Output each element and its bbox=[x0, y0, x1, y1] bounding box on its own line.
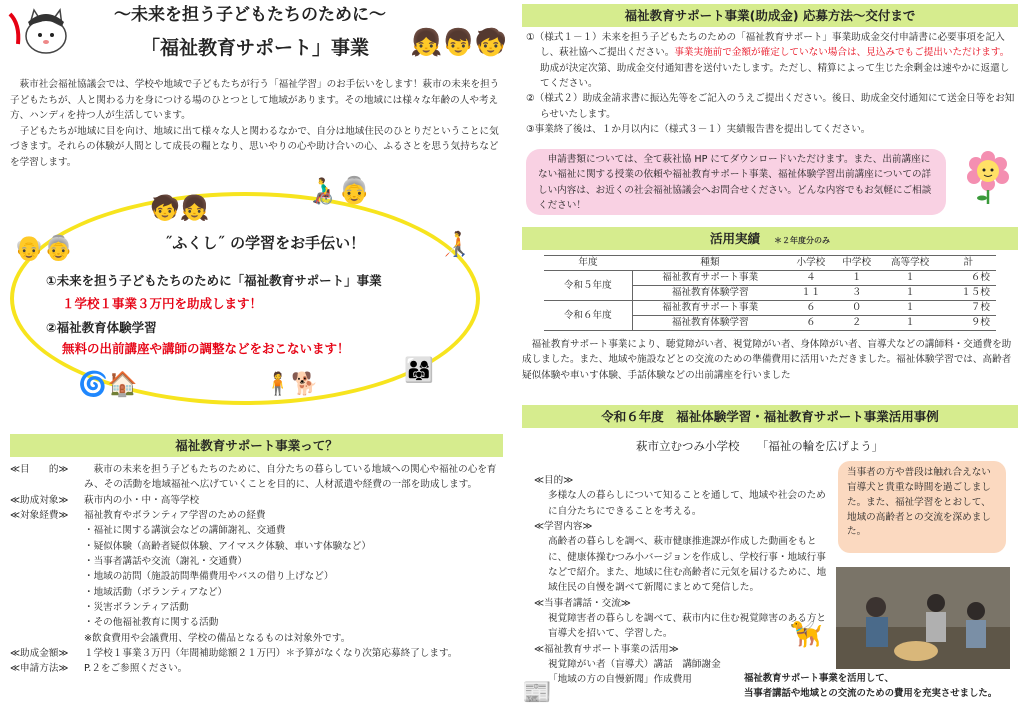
table-cell-total: ６校 bbox=[941, 271, 996, 286]
intro-paragraph-2: 子どもたちが地域に目を向け、地域に出て様々な人と関わるなかで、自分は地域住民のひとりだということに気づきます。それらの体験が人間として成長の糧となり、思いやりの心や助け合いの心、ふるさとを思う気持ちなどを学習します。 bbox=[10, 125, 499, 168]
method-row bbox=[10, 661, 503, 676]
case-details bbox=[534, 473, 834, 688]
table-header: 中学校 bbox=[834, 256, 880, 271]
expense-item: ・福祉に関する講演会などの講師謝礼、交通費 bbox=[84, 525, 286, 537]
case-content: 高齢者の暮らしを調べ、萩市健康推進課が作成した動画をもとに、健康体操むつみ小バージョンを作成し、学校行事・地域行事などで紹介。また、地域に住む高齢者に元気を届けるために、地域住民の自慢を調べて新聞にまとめて発信した。 bbox=[548, 536, 827, 594]
case-content-heading: ≪学習内容≫ bbox=[534, 521, 593, 533]
table-cell-year: 令和６年度 bbox=[544, 301, 632, 331]
apply-step-1 bbox=[526, 30, 1018, 91]
ellipse-title: ˝ふくし˝ の学習をお手伝い！ bbox=[164, 234, 366, 252]
cat-mascot-icon bbox=[8, 4, 70, 58]
expense-value: 福祉教育やボランティア学習のための経費 bbox=[84, 510, 266, 522]
expense-item: ・災害ボランティア活動 bbox=[84, 602, 189, 614]
intro-paragraph-1: 萩市社会福祉協議会では、学校や地域で子どもたちが行う「福祉学習」のお手伝いをします！萩市の未来を担う子どもたちが、人と関わる力を身につける場のひとつとして地域があります。その地域には様々な年齢の人や考え方、ハンディを持つ人が生活しています。 bbox=[10, 79, 500, 122]
table-cell-year: 令和５年度 bbox=[544, 271, 632, 301]
table-cell: ０ bbox=[834, 301, 880, 316]
expense-item: ・その他福祉教育に関する活動 bbox=[84, 617, 219, 629]
target-row bbox=[10, 493, 503, 508]
table-cell-type: 福祉教育体験学習 bbox=[632, 316, 788, 331]
newspaper-icon: 📰 bbox=[522, 678, 552, 706]
apply-step-1-text: ①（様式１－１）未来を担う子どもたちのための「福祉教育サポート」事業助成金交付申請書に必要事項を記入し、萩社協へご提出ください。 bbox=[526, 32, 1005, 59]
photo-caption-line2: 当事者講話や地域との交流のための費用を充実させました。 bbox=[744, 687, 998, 699]
table-header: 年度 bbox=[544, 256, 632, 271]
table-cell-type: 福祉教育サポート事業 bbox=[632, 271, 788, 286]
apply-steps bbox=[526, 30, 1018, 137]
expense-list bbox=[10, 523, 503, 646]
expense-note: ※飲食費用や会議費用、学校の備品となるものは対象外です。 bbox=[84, 632, 351, 644]
purpose-value: 萩市の未来を担う子どもたちのために、自分たちの暮らしている地域への関心や福祉の心を育み、その活動を地域福祉へ広げていくことを目的に、人材派遣や経費の一部を助成します。 bbox=[84, 464, 497, 491]
target-key: ≪助成対象≫ bbox=[10, 494, 69, 506]
children-talking-icon: 🧒👧 bbox=[150, 194, 210, 222]
children-illustration-icon: 👧👦🧒 bbox=[410, 28, 508, 58]
target-value: 萩市内の小・中・高等学校 bbox=[84, 494, 200, 506]
table-cell: ６ bbox=[788, 316, 834, 331]
caregiver-wheelchair-icon: 👨‍🦽👵 bbox=[306, 176, 371, 206]
case-purpose-heading: ≪目的≫ bbox=[534, 475, 574, 486]
blind-person-cane-icon: 🧑‍🦯 bbox=[440, 230, 470, 258]
table-cell: ６ bbox=[788, 301, 834, 316]
results-text: 福祉教育サポート事業により、聴覚障がい者、視覚障がい者、身体障がい者、盲導犬などの講師料・交通費を助成しました。また、地域や施設などとの交流のための準備費用に活用いただきました。福祉体験学習では、高齢者疑似体験や車いす体験、手話体験などの出前講座を行いました bbox=[522, 339, 1012, 381]
table-cell-total: ９校 bbox=[941, 316, 996, 331]
expense-item: ・当事者講話や交流（謝礼・交通費） bbox=[84, 556, 248, 568]
left-section-band: 福祉教育サポート事業って？ bbox=[10, 434, 503, 457]
expense-item: ・疑似体験（高齢者疑似体験、アイマスク体験、車いす体験など） bbox=[84, 540, 371, 552]
intro-text bbox=[10, 77, 503, 170]
apply-band: 福祉教育サポート事業(助成金) 応募方法～交付まで bbox=[522, 4, 1018, 27]
results-band-title: 活用実績 bbox=[709, 231, 760, 246]
table-cell: ２ bbox=[834, 316, 880, 331]
case-use-heading: ≪福祉教育サポート事業の活用≫ bbox=[534, 643, 679, 655]
expense-row bbox=[10, 508, 503, 523]
guide-dog-icon: 🧍🐕 bbox=[264, 372, 319, 397]
table-header: 高等学校 bbox=[880, 256, 941, 271]
flower-mascot-icon bbox=[966, 150, 1010, 204]
guide-dog-illustration-icon: 🦮 bbox=[790, 620, 823, 650]
table-row bbox=[544, 301, 996, 316]
case-use-2: 「地域の方の自慢新聞」作成費用 bbox=[548, 674, 692, 686]
page-title-line2: 「福祉教育サポート」事業 bbox=[140, 37, 369, 59]
table-header: 小学校 bbox=[788, 256, 834, 271]
apply-step-2: ②（様式２）助成金請求書に振込先等をご記入のうえご提出ください。後日、助成金交付通知にて送金日等をお知らせいたします。 bbox=[526, 93, 1015, 120]
table-cell: １ bbox=[880, 316, 941, 331]
disaster-house-icon: 🌀🏠 bbox=[78, 370, 138, 398]
amount-row bbox=[10, 646, 503, 661]
case-speech-bubble: 当事者の方や普段は触れ合えない盲導犬と貴重な時間を過ごしました。また、福祉学習をとおして、地域の高齢者との交流を深めました。 bbox=[838, 461, 1006, 553]
case-lecture: 視覚障害者の暮らしを調べて、萩市内に住む視覚障害のある方と盲導犬を招いて、学習した。 bbox=[548, 613, 827, 640]
table-header-row bbox=[544, 256, 996, 271]
results-band bbox=[522, 227, 1018, 250]
table-cell: ３ bbox=[834, 286, 880, 301]
table-header: 計 bbox=[941, 256, 996, 271]
results-band-sub: ＊２年度分のみ bbox=[774, 236, 830, 245]
table-cell: ４ bbox=[788, 271, 834, 286]
table-cell: １ bbox=[880, 301, 941, 316]
support-item-2-detail: 無料の出前講座や講師の調整などをおこないます！ bbox=[62, 341, 350, 356]
support-item-1: ①未来を担う子どもたちのために「福祉教育サポート」事業 bbox=[46, 273, 382, 288]
amount-value: １学校１事業３万円（年間補助総額２１万円）＊予算がなくなり次第応募終了します。 bbox=[84, 648, 458, 660]
photo-caption-line1: 福祉教育サポート事業を活用して、 bbox=[744, 673, 894, 684]
support-item-2: ②福祉教育体験学習 bbox=[46, 320, 157, 335]
case-school-title: 萩市立むつみ小学校 「福祉の輪を広げよう」 bbox=[636, 439, 884, 453]
download-note: 申請書類については、全て萩社協 HP にてダウンロードいただけます。また、出前講座にない福祉に関する授業の依頼や福祉教育サポート事業、福祉体験学習出前講座についての詳しい内容は、お近くの社会福祉協議会へお問合せください。どんな内容でもお気軽にご相談ください！ bbox=[526, 149, 946, 215]
family-group-icon: 👨‍👩‍👧 bbox=[404, 356, 434, 384]
expense-item: ・地域の訪問（施設訪問準備費用やバスの借り上げなど） bbox=[84, 571, 334, 583]
classroom-photo bbox=[836, 567, 1010, 669]
purpose-row bbox=[10, 462, 503, 493]
table-cell-type: 福祉教育サポート事業 bbox=[632, 301, 788, 316]
apply-step-1-red: 事業実施前で金額が確定していない場合は、見込みでもご提出いただけます。 bbox=[674, 47, 1010, 59]
expense-key: ≪対象経費≫ bbox=[10, 510, 69, 522]
apply-step-1-tail: 助成が決定次第、助成金交付通知書を送付いたします。ただし、精算によって生じた余剰金は速やかに返還してください。 bbox=[540, 62, 1010, 90]
method-value: P.２をご参照ください。 bbox=[84, 663, 188, 675]
table-cell: １ bbox=[880, 271, 941, 286]
photo-caption bbox=[744, 672, 1016, 701]
table-cell: １１ bbox=[788, 286, 834, 301]
case-use-1: 視覚障がい者（盲導犬）講話 講師謝金 bbox=[548, 659, 721, 671]
support-item-1-detail: １学校１事業３万円を助成します！ bbox=[62, 296, 263, 311]
support-details bbox=[10, 462, 503, 677]
amount-key: ≪助成金額≫ bbox=[10, 648, 69, 660]
table-cell: １ bbox=[880, 286, 941, 301]
purpose-key: ≪目 的≫ bbox=[10, 464, 69, 475]
case-purpose: 多様な人の暮らしについて知ることを通して、地域や社会のために自分たちにできることを考える。 bbox=[548, 490, 826, 517]
table-cell-total: １５校 bbox=[941, 286, 996, 301]
apply-step-3: ③事業終了後は、１か月以内に（様式３－１）実績報告書を提出してください。 bbox=[526, 124, 871, 136]
method-key: ≪申請方法≫ bbox=[10, 663, 69, 675]
table-header: 種類 bbox=[632, 256, 788, 271]
table-cell-type: 福祉教育体験学習 bbox=[632, 286, 788, 301]
case-band: 令和６年度 福祉体験学習・福祉教育サポート事業活用事例 bbox=[522, 405, 1018, 428]
results-table bbox=[544, 255, 996, 331]
table-row bbox=[544, 271, 996, 286]
table-cell-total: ７校 bbox=[941, 301, 996, 316]
table-cell: １ bbox=[834, 271, 880, 286]
elderly-people-icon: 👴👵 bbox=[14, 234, 74, 262]
case-lecture-heading: ≪当事者講話・交流≫ bbox=[534, 597, 631, 609]
expense-item: ・地域活動（ボランティアなど） bbox=[84, 586, 228, 598]
page-title-line1: ～未来を担う子どもたちのために～ bbox=[114, 5, 386, 25]
